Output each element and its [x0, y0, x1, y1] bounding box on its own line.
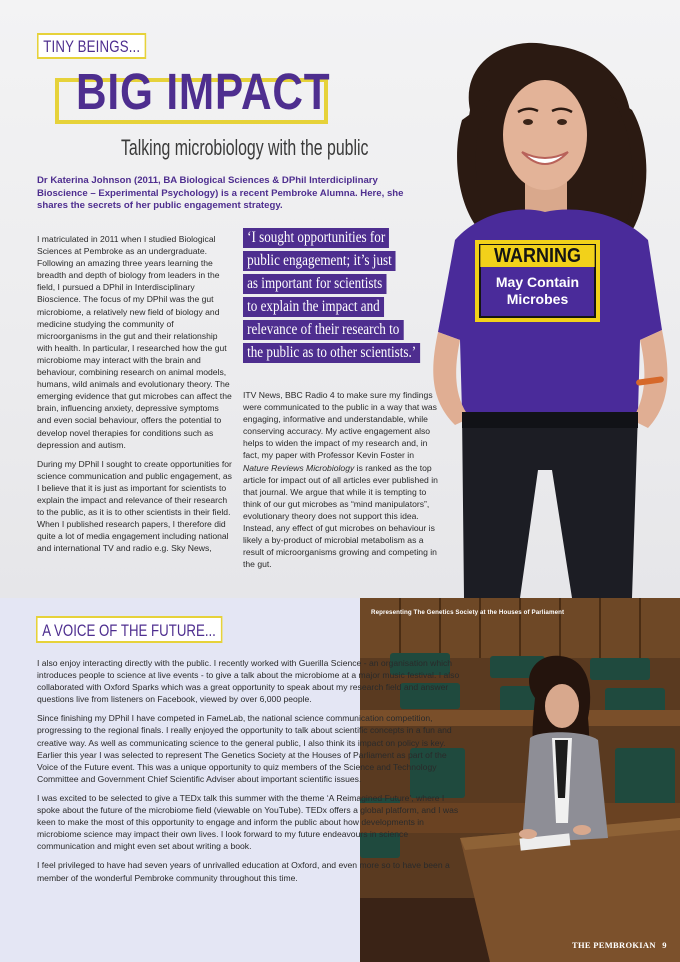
pull-quote-line: public engagement; it’s just — [243, 251, 396, 271]
pull-quote — [243, 228, 433, 366]
pull-quote-line: to explain the impact and — [243, 297, 384, 317]
page-footer — [572, 940, 667, 950]
column2-text: is ranked as the top article for impact out of all articles ever published in that journal. We argue that while it is tempting to think of our gut microbes as “mind manipulators”, evolutionary theory does not support this idea. Instead, any effect of gut microbes on behaviour is likely a by-product of microbial metabolism as a result of microorganisms growing and competing in the gut. — [243, 462, 438, 570]
tshirt-warning-text — [480, 245, 595, 308]
pull-quote-line: the public as to other scientists.’ — [243, 343, 420, 363]
photo-caption: Representing The Genetics Society at the Houses of Parliament — [371, 609, 565, 616]
publication-name: THE PEMBROKIAN — [572, 940, 656, 950]
paragraph: I feel privileged to have had seven years of unrivalled education at Oxford, and even more so to have been a member of the wonderful Pembroke community throughout this time. — [37, 860, 450, 883]
section-2-body — [37, 657, 462, 891]
tshirt-line-3: Microbes — [506, 291, 569, 307]
section-2-kicker: A VOICE OF THE FUTURE... — [36, 616, 222, 643]
tshirt-line-1: WARNING — [480, 245, 594, 267]
portrait-photo — [400, 40, 680, 598]
article-column-1 — [37, 233, 235, 561]
paragraph: Since finishing my DPhil I have competed in FameLab, the national science communication competition, progressing to the regional finals. I really enjoyed the opportunity to talk about scientific concepts in a fun and creative way. As well as communicating science to the general public, I also think its impact on policy is key. Earlier this year I was selected to represent The Genetics Society at the Houses of Parliament as part of the Voice of the Future event. This was a unique opportunity to quiz members of the Science and Technology Committee and Government Chief Scientific Adviser about important scientific issues. — [37, 713, 452, 784]
page-headline: BIG IMPACT — [76, 63, 331, 120]
paragraph: During my DPhil I sought to create opportunities for science communication and public engagement, as I believe that it is just as important for scientists to explain the impact and relevance of their research to the public, as it is to other scientists in their field. When I published research papers, I therefore did quite a lot of media engagement including national and international TV and radio e.g. Sky News, — [37, 458, 232, 554]
tshirt-line-2: May Contain — [495, 274, 580, 290]
column2-text: ITV News, BBC Radio 4 to make sure my findings were communicated to the public in a way that was engaging, informative and understandable, while conserving accuracy. My active engagement also helps to widen the impact of my research and, in fact, my paper with Professor Kevin Foster in — [243, 390, 437, 461]
standfirst: Dr Katerina Johnson (2011, BA Biological Sciences & DPhil Interdiciplinary Bioscience – Experimental Psychology) is a recent Pembroke Alumna. Here, she shares the secrets of her public engagement strategy. — [37, 175, 404, 212]
page-subtitle: Talking microbiology with the public — [121, 135, 369, 160]
page-number: 9 — [662, 940, 667, 950]
pull-quote-line: relevance of their research to — [243, 320, 403, 340]
article-column-2 — [243, 389, 438, 570]
pull-quote-line: ‘I sought opportunities for — [243, 228, 389, 248]
section-kicker: TINY BEINGS... — [37, 33, 146, 59]
paragraph: I was excited to be selected to give a TEDx talk this summer with the theme ‘A Reimagined Future’, where I spoke about the future of the microbiome field (viewable on YouTube). TEDx offers a global platform, and I was keen to make the most of this opportunity to engage and inform the public about how developments in microbiome science may impact their own lives. I look forward to my future endeavours in science communication and might even set about writing a book. — [37, 792, 459, 852]
pull-quote-line: as important for scientists — [243, 274, 386, 294]
journal-title: Nature Reviews Microbiology — [243, 462, 355, 473]
paragraph: I matriculated in 2011 when I studied Biological Sciences at Pembroke as an undergraduate. Following an amazing three years learning the breadth and depth of biology from leaders in the field, I pursued a DPhil in Interdisciplinary Bioscience. The focus of my DPhil was the gut microbiome, a relatively new field of biology and medicine studying the community of microorganisms in the gut and their relationship with health. In particular, I researched how the gut microbiome may interact with the brain and behaviour, combining research on animal models, humans, wild animals and evolutionary theory. The emerging evidence that gut microbes can affect the brain, influencing anxiety, depressive symptoms and even social behaviour, offers the potential to develop novel therapies for conditions such as depression and autism. — [37, 234, 232, 450]
paragraph: I also enjoy interacting directly with the public. I recently worked with Guerilla Science - an organisation which introduces people to science at live events - to give a talk about the microbiome at a major music festival. I also collaborated with Oxford Sparks which was a great opportunity to speak about my research field and answer questions live from listeners on Facebook, viewed by over 6,000 people. — [37, 658, 460, 705]
